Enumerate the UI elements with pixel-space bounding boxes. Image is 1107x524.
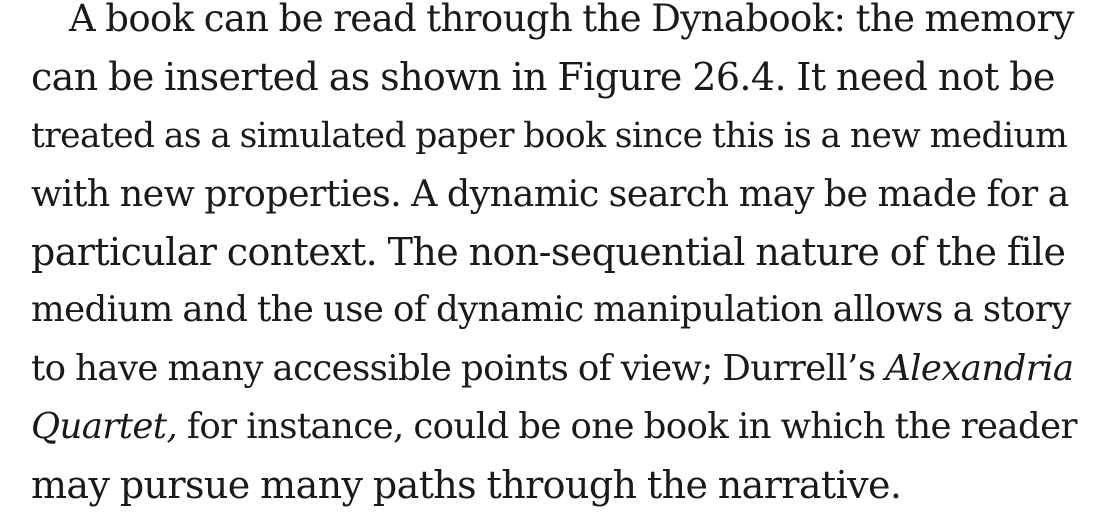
- text-line-6: medium and the use of dynamic manipulation allows a story: [31, 289, 1071, 331]
- text-line-4: with new properties. A dynamic search may be made for a: [31, 171, 1069, 215]
- book-title-part-1: Alexandria: [885, 347, 1074, 389]
- text-line-2: can be inserted as shown in Figure 26.4. It need not be: [31, 55, 1055, 100]
- text-line-3: treated as a simulated paper book since this is a new medium: [31, 115, 1068, 156]
- body-paragraph: [31, 0, 1079, 515]
- book-title-part-2: Quartet,: [31, 406, 178, 448]
- text-line-8: [31, 398, 1079, 456]
- text-line-1: A book can be read through the Dynabook: the memory: [69, 0, 1074, 40]
- text-line-5: particular context. The non-sequential nature of the file: [31, 230, 1066, 275]
- text-line-8-plain: for instance, could be one book in which the reader: [177, 406, 1077, 448]
- text-line-7-plain: to have many accessible points of view; Durrell’s: [31, 347, 886, 389]
- text-line-9: may pursue many paths through the narrative.: [31, 463, 902, 508]
- text-line-7: [31, 340, 1079, 398]
